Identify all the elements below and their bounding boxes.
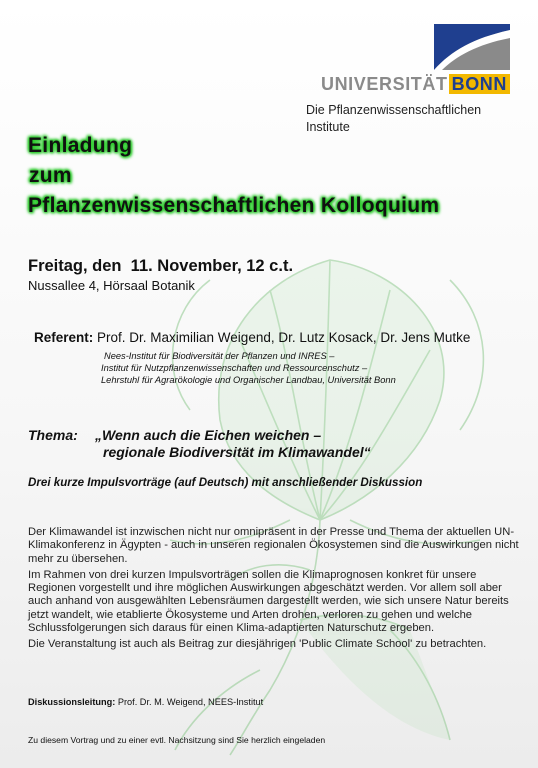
- logo-city-text: BONN: [449, 74, 510, 94]
- discussion-lead-label: Diskussionsleitung:: [28, 697, 116, 707]
- referent-names: Prof. Dr. Maximilian Weigend, Dr. Lutz Kosack, Dr. Jens Mutke: [97, 330, 471, 345]
- description-body: [28, 526, 520, 655]
- logo-wordmark: [321, 74, 510, 94]
- referent-label: Referent:: [34, 330, 94, 345]
- discussion-lead: [28, 697, 263, 707]
- description-paragraph-1: Der Klimawandel ist inzwischen nicht nur omnipräsent in der Presse und Thema der aktuellen UN-Klimakonferenz in Ägypten - auch in unseren regionalen Ökosystemen sind die Auswirkungen nicht mehr zu übersehen.: [28, 526, 519, 565]
- thema-label: Thema:: [28, 427, 78, 443]
- logo-university-text: UNIVERSITÄT: [320, 74, 448, 94]
- affiliation-line-1: Nees-Institut für Biodiversität der Pflanzen und INRES –: [104, 351, 335, 361]
- page-title: [28, 131, 439, 221]
- impulse-talks-note: Drei kurze Impulsvorträge (auf Deutsch) mit anschließender Diskussion: [28, 476, 423, 489]
- title-line-2: zum: [29, 164, 72, 187]
- thema-line-2: regionale Biodiversität im Klimawandel“: [103, 444, 371, 460]
- affiliation-line-3: Lehrstuhl für Agrarökologie und Organischer Landbau, Universität Bonn: [101, 375, 396, 385]
- ginkgo-leaf-illustration: [150, 220, 510, 760]
- referent-line: [34, 330, 470, 345]
- logo-mark-icon: [434, 24, 510, 70]
- institute-line-2: Institute: [306, 120, 350, 134]
- event-venue: Nussallee 4, Hörsaal Botanik: [28, 278, 195, 293]
- title-line-1: Einladung: [28, 134, 133, 157]
- discussion-lead-value: Prof. Dr. M. Weigend, NEES-Institut: [115, 697, 264, 707]
- event-date: Freitag, den 11. November, 12 c.t.: [28, 257, 294, 275]
- affiliation-line-2: Institut für Nutzpflanzenwissenschaften und Ressourcenschutz –: [101, 363, 368, 373]
- thema-line-1: „Wenn auch die Eichen weichen –: [95, 427, 322, 443]
- footer-note: Zu diesem Vortrag und zu einer evtl. Nachsitzung sind Sie herzlich eingeladen: [28, 735, 326, 745]
- title-line-3: Pflanzenwissenschaftlichen Kolloquium: [28, 194, 440, 217]
- university-logo: [304, 24, 510, 94]
- description-paragraph-3: Die Veranstaltung ist auch als Beitrag zur diesjährigen 'Public Climate School' zu betrachten.: [28, 638, 487, 651]
- description-paragraph-2: Im Rahmen von drei kurzen Impulsvorträgen sollen die Klimaprognosen konkret für unsere Regionen vorgestellt und ihre möglichen Auswirkungen abgeschätzt werden. Vor allem soll aber auch anhand von ausgewählten Lebensräumen dargestellt werden, wie sich unsere Natur bereits jetzt wandelt, wie etablierte Ökosysteme und Arten drohen, verloren zu gehen und welche Schlussfolgerungen sich daraus für einen Klima-adaptierten Naturschutz ergeben.: [28, 568, 509, 635]
- institute-line-1: Die Pflanzenwissenschaftlichen: [306, 103, 482, 117]
